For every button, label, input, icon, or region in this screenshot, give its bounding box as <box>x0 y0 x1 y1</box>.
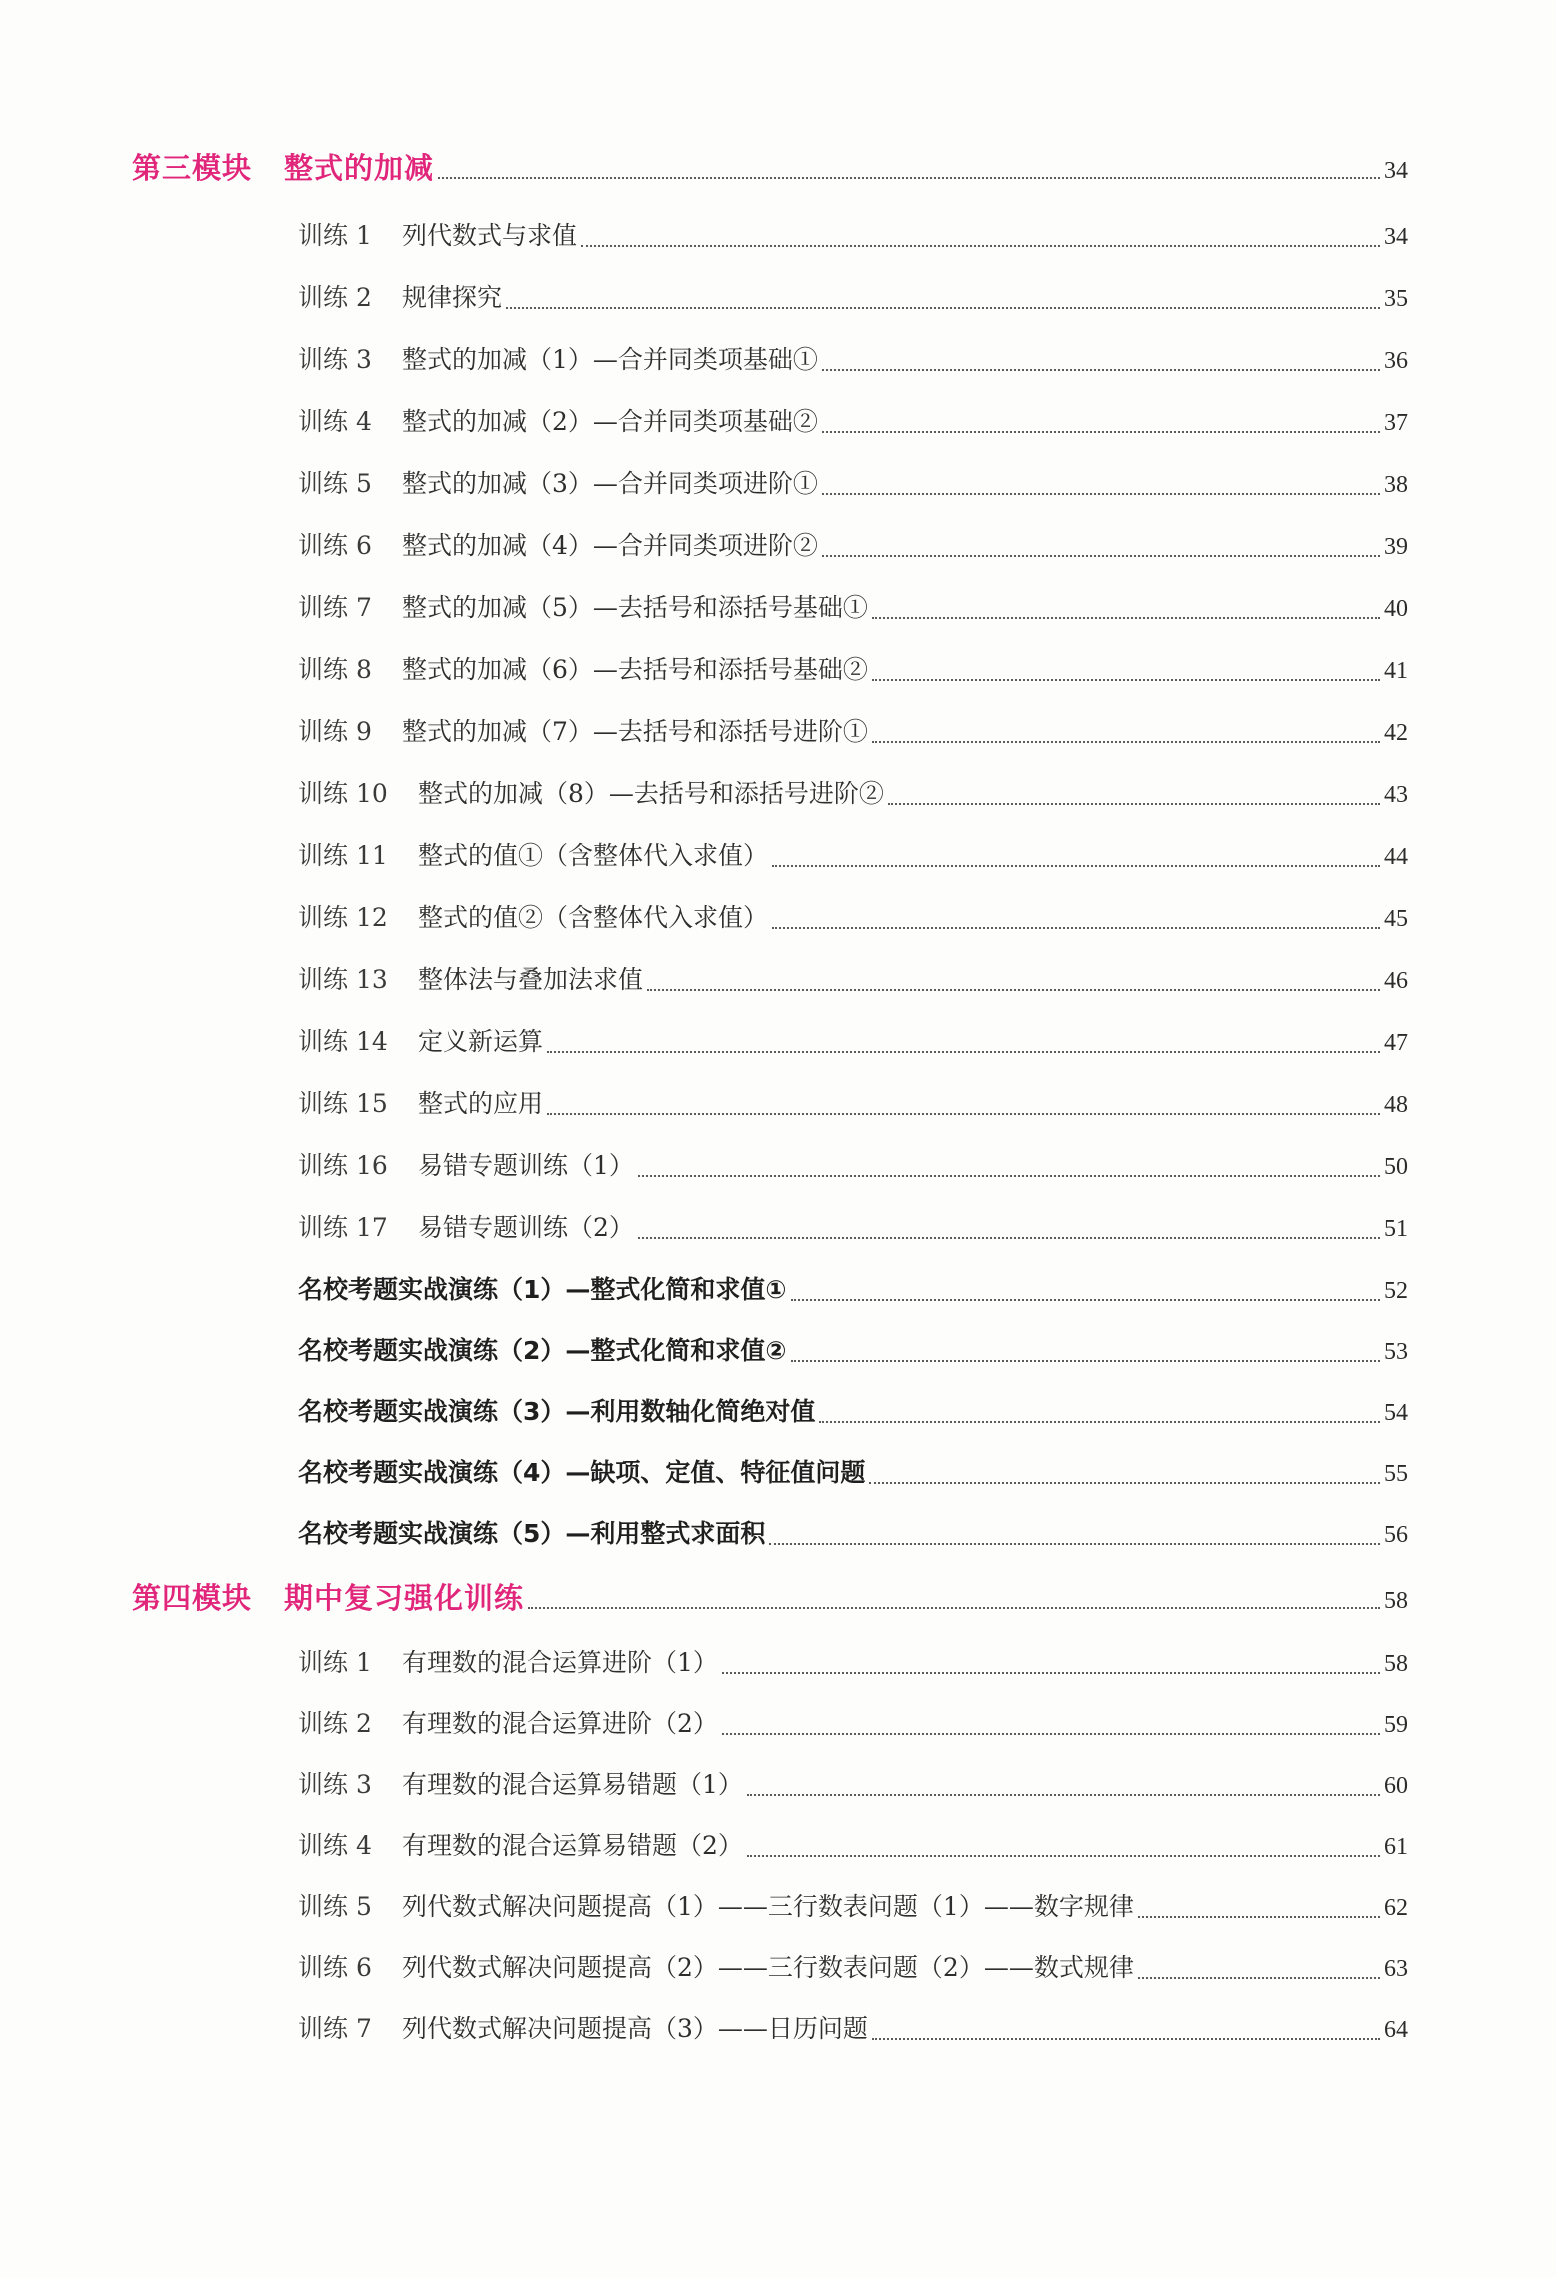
dot-leader <box>528 1607 1380 1609</box>
entry-label: 训练 6 <box>298 531 372 560</box>
exam-title: 名校考题实战演练（2）—整式化简和求值② <box>298 1336 787 1365</box>
page-number: 39 <box>1384 534 1408 560</box>
entry-title: 易错专题训练（1） <box>418 1151 634 1180</box>
toc-entry[interactable] <box>298 1826 1408 1866</box>
toc-entry[interactable] <box>298 1022 1408 1062</box>
dot-leader <box>647 989 1380 991</box>
entry-label: 训练 10 <box>298 779 388 808</box>
entry-title: 整式的值②（含整体代入求值） <box>418 903 769 932</box>
entry-title: 定义新运算 <box>418 1027 544 1056</box>
entry-title: 整体法与叠加法求值 <box>418 965 644 994</box>
page-number: 54 <box>1384 1400 1408 1426</box>
entry-title: 列代数式与求值 <box>402 221 578 250</box>
entry-label: 训练 11 <box>298 841 388 870</box>
toc-entry[interactable] <box>298 278 1408 318</box>
exam-title: 名校考题实战演练（4）—缺项、定值、特征值问题 <box>298 1458 866 1487</box>
module-title: 整式的加减 <box>284 151 435 185</box>
module-heading[interactable] <box>132 1578 1408 1618</box>
dot-leader <box>722 1733 1380 1735</box>
toc-entry[interactable] <box>298 340 1408 380</box>
entry-label: 训练 4 <box>298 1831 372 1860</box>
page-number: 43 <box>1384 782 1408 808</box>
toc-entry[interactable] <box>298 774 1408 814</box>
entry-label: 训练 13 <box>298 965 388 994</box>
page-number: 44 <box>1384 844 1408 870</box>
entry-title: 整式的加减（4）—合并同类项进阶② <box>402 531 818 560</box>
page-number: 58 <box>1384 1651 1408 1677</box>
dot-leader <box>772 927 1380 929</box>
entry-label: 训练 16 <box>298 1151 388 1180</box>
module-number: 第四模块 <box>132 1581 253 1615</box>
module-label <box>132 1578 524 1618</box>
toc-entry[interactable] <box>298 1948 1408 1988</box>
entry-title: 整式的应用 <box>418 1089 544 1118</box>
dot-leader <box>1138 1977 1380 1979</box>
entry-title: 整式的加减（8）—去括号和添括号进阶② <box>418 779 884 808</box>
entry-title: 易错专题训练（2） <box>418 1213 634 1242</box>
exam-title: 名校考题实战演练（3）—利用数轴化简绝对值 <box>298 1397 816 1426</box>
dot-leader <box>822 431 1380 433</box>
toc-entry[interactable] <box>298 2009 1408 2049</box>
entry-title: 整式的加减（1）—合并同类项基础① <box>402 345 818 374</box>
entry-label: 训练 17 <box>298 1213 388 1242</box>
exam-entry[interactable] <box>298 1392 1408 1432</box>
entry-label: 训练 1 <box>298 221 372 250</box>
toc-entry[interactable] <box>298 1084 1408 1124</box>
page-number: 47 <box>1384 1030 1408 1056</box>
dot-leader <box>872 741 1380 743</box>
exam-title: 名校考题实战演练（5）—利用整式求面积 <box>298 1519 766 1548</box>
page-number: 34 <box>1384 158 1408 184</box>
dot-leader <box>819 1421 1380 1423</box>
page-number: 60 <box>1384 1773 1408 1799</box>
toc-entry[interactable] <box>298 650 1408 690</box>
page-number: 46 <box>1384 968 1408 994</box>
entry-label: 训练 14 <box>298 1027 388 1056</box>
exam-title: 名校考题实战演练（1）—整式化简和求值① <box>298 1275 787 1304</box>
page-number: 35 <box>1384 286 1408 312</box>
page-number: 41 <box>1384 658 1408 684</box>
toc-entry[interactable] <box>298 836 1408 876</box>
entry-label: 训练 5 <box>298 469 372 498</box>
entry-title: 整式的值①（含整体代入求值） <box>418 841 769 870</box>
dot-leader <box>822 493 1380 495</box>
dot-leader <box>822 555 1380 557</box>
page-number: 34 <box>1384 224 1408 250</box>
dot-leader <box>1138 1916 1380 1918</box>
page-number: 48 <box>1384 1092 1408 1118</box>
page-number: 50 <box>1384 1154 1408 1180</box>
dot-leader <box>747 1794 1380 1796</box>
dot-leader <box>872 617 1380 619</box>
entry-label: 训练 9 <box>298 717 372 746</box>
module-title: 期中复习强化训练 <box>284 1581 525 1615</box>
entry-title: 整式的加减（7）—去括号和添括号进阶① <box>402 717 868 746</box>
entry-label: 训练 12 <box>298 903 388 932</box>
page-number: 45 <box>1384 906 1408 932</box>
dot-leader <box>638 1175 1380 1177</box>
entry-label: 训练 2 <box>298 283 372 312</box>
entry-title: 列代数式解决问题提高（2）——三行数表问题（2）——数式规律 <box>402 1953 1134 1982</box>
page-number: 36 <box>1384 348 1408 374</box>
toc-entry[interactable] <box>298 1208 1408 1248</box>
page-number: 52 <box>1384 1278 1408 1304</box>
toc-entry[interactable] <box>298 1643 1408 1683</box>
entry-label: 训练 6 <box>298 1953 372 1982</box>
entry-label: 训练 1 <box>298 1648 372 1677</box>
page-number: 58 <box>1384 1588 1408 1614</box>
entry-label: 训练 4 <box>298 407 372 436</box>
toc-entry[interactable] <box>298 960 1408 1000</box>
page-number: 62 <box>1384 1895 1408 1921</box>
page-number: 38 <box>1384 472 1408 498</box>
page-number: 37 <box>1384 410 1408 436</box>
exam-entry[interactable] <box>298 1331 1408 1371</box>
dot-leader <box>638 1237 1380 1239</box>
entry-title: 整式的加减（2）—合并同类项基础② <box>402 407 818 436</box>
entry-label: 训练 2 <box>298 1709 372 1738</box>
dot-leader <box>722 1672 1380 1674</box>
dot-leader <box>547 1051 1380 1053</box>
entry-label: 训练 8 <box>298 655 372 684</box>
exam-entry[interactable] <box>298 1514 1408 1554</box>
dot-leader <box>791 1299 1380 1301</box>
entry-label: 训练 3 <box>298 345 372 374</box>
entry-title: 整式的加减（5）—去括号和添括号基础① <box>402 593 868 622</box>
dot-leader <box>438 177 1380 179</box>
entry-label: 训练 7 <box>298 2014 372 2043</box>
entry-label: 训练 15 <box>298 1089 388 1118</box>
dot-leader <box>872 2038 1380 2040</box>
page-number: 63 <box>1384 1956 1408 1982</box>
toc-entry[interactable] <box>298 712 1408 752</box>
entry-title: 整式的加减（6）—去括号和添括号基础② <box>402 655 868 684</box>
page-number: 53 <box>1384 1339 1408 1365</box>
page-number: 40 <box>1384 596 1408 622</box>
toc-entry[interactable] <box>298 526 1408 566</box>
dot-leader <box>822 369 1380 371</box>
page-number: 51 <box>1384 1216 1408 1242</box>
entry-title: 有理数的混合运算易错题（1） <box>402 1770 743 1799</box>
entry-label: 训练 3 <box>298 1770 372 1799</box>
toc-entry[interactable] <box>298 1887 1408 1927</box>
dot-leader <box>747 1855 1380 1857</box>
exam-entry[interactable] <box>298 1270 1408 1310</box>
toc-entry[interactable] <box>298 402 1408 442</box>
dot-leader <box>888 803 1380 805</box>
toc-entry[interactable] <box>298 464 1408 504</box>
dot-leader <box>769 1543 1380 1545</box>
module-label <box>132 148 434 188</box>
page-number: 42 <box>1384 720 1408 746</box>
entry-title: 有理数的混合运算进阶（2） <box>402 1709 718 1738</box>
page-number: 61 <box>1384 1834 1408 1860</box>
module-number: 第三模块 <box>132 151 253 185</box>
entry-label: 训练 7 <box>298 593 372 622</box>
entry-title: 有理数的混合运算进阶（1） <box>402 1648 718 1677</box>
entry-title: 规律探究 <box>402 283 503 312</box>
toc-entry[interactable] <box>298 588 1408 628</box>
dot-leader <box>869 1482 1380 1484</box>
entry-title: 有理数的混合运算易错题（2） <box>402 1831 743 1860</box>
page-number: 55 <box>1384 1461 1408 1487</box>
dot-leader <box>791 1360 1380 1362</box>
dot-leader <box>506 307 1380 309</box>
dot-leader <box>772 865 1380 867</box>
page-number: 56 <box>1384 1522 1408 1548</box>
entry-title: 整式的加减（3）—合并同类项进阶① <box>402 469 818 498</box>
toc-entry[interactable] <box>298 898 1408 938</box>
exam-entry[interactable] <box>298 1453 1408 1493</box>
dot-leader <box>581 245 1380 247</box>
module-heading[interactable] <box>132 148 1408 188</box>
page-number: 59 <box>1384 1712 1408 1738</box>
entry-title: 列代数式解决问题提高（1）——三行数表问题（1）——数字规律 <box>402 1892 1134 1921</box>
dot-leader <box>872 679 1380 681</box>
page-number: 64 <box>1384 2017 1408 2043</box>
entry-title: 列代数式解决问题提高（3）——日历问题 <box>402 2014 868 2043</box>
dot-leader <box>547 1113 1380 1115</box>
toc-entry[interactable] <box>298 216 1408 256</box>
toc-entry[interactable] <box>298 1704 1408 1744</box>
entry-label: 训练 5 <box>298 1892 372 1921</box>
toc-entry[interactable] <box>298 1146 1408 1186</box>
toc-entry[interactable] <box>298 1765 1408 1805</box>
